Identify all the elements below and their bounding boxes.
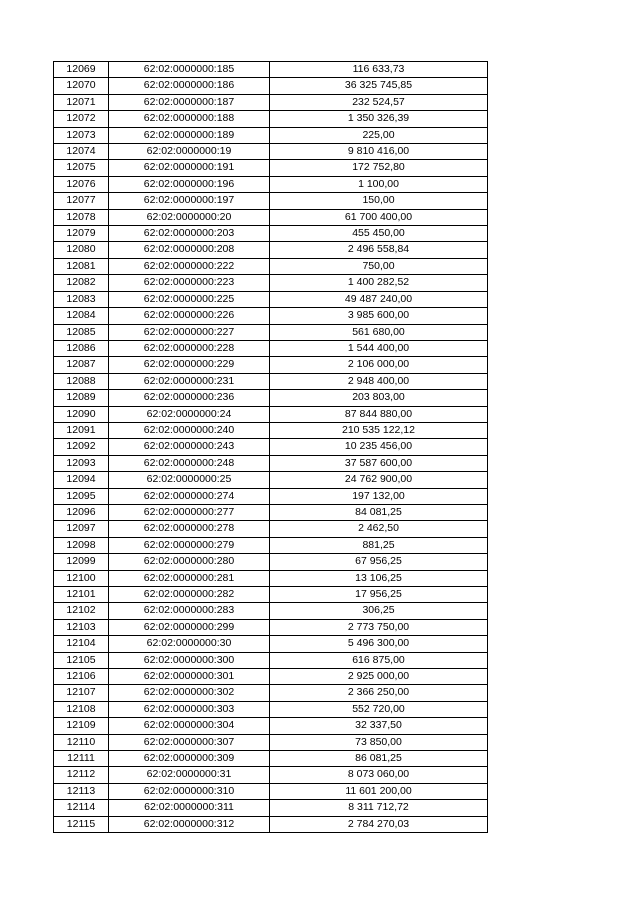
row-number-cell: 12077 — [54, 193, 109, 209]
table-row — [54, 78, 488, 94]
row-number-cell: 12075 — [54, 160, 109, 176]
value-cell: 3 985 600,00 — [270, 308, 488, 324]
cadastral-number-cell: 62:02:0000000:312 — [109, 816, 270, 832]
value-cell: 2 784 270,03 — [270, 816, 488, 832]
row-number-cell: 12105 — [54, 652, 109, 668]
table-row — [54, 783, 488, 799]
table-row — [54, 422, 488, 438]
cadastral-number-cell: 62:02:0000000:24 — [109, 406, 270, 422]
cadastral-number-cell: 62:02:0000000:304 — [109, 718, 270, 734]
row-number-cell: 12087 — [54, 357, 109, 373]
cadastral-number-cell: 62:02:0000000:191 — [109, 160, 270, 176]
cadastral-number-cell: 62:02:0000000:309 — [109, 751, 270, 767]
table-row — [54, 439, 488, 455]
row-number-cell: 12072 — [54, 111, 109, 127]
cadastral-number-cell: 62:02:0000000:188 — [109, 111, 270, 127]
row-number-cell: 12107 — [54, 685, 109, 701]
value-cell: 10 235 456,00 — [270, 439, 488, 455]
value-cell: 86 081,25 — [270, 751, 488, 767]
value-cell: 13 106,25 — [270, 570, 488, 586]
table-row — [54, 521, 488, 537]
cadastral-number-cell: 62:02:0000000:229 — [109, 357, 270, 373]
row-number-cell: 12081 — [54, 258, 109, 274]
cadastral-number-cell: 62:02:0000000:225 — [109, 291, 270, 307]
cadastral-number-cell: 62:02:0000000:196 — [109, 176, 270, 192]
cadastral-number-cell: 62:02:0000000:300 — [109, 652, 270, 668]
row-number-cell: 12088 — [54, 373, 109, 389]
cadastral-number-cell: 62:02:0000000:226 — [109, 308, 270, 324]
table-row — [54, 504, 488, 520]
cadastral-value-table — [53, 61, 488, 833]
row-number-cell: 12086 — [54, 340, 109, 356]
value-cell: 2 462,50 — [270, 521, 488, 537]
value-cell: 881,25 — [270, 537, 488, 553]
value-cell: 2 773 750,00 — [270, 619, 488, 635]
value-cell: 1 544 400,00 — [270, 340, 488, 356]
cadastral-number-cell: 62:02:0000000:240 — [109, 422, 270, 438]
cadastral-number-cell: 62:02:0000000:19 — [109, 144, 270, 160]
row-number-cell: 12106 — [54, 669, 109, 685]
value-cell: 203 803,00 — [270, 390, 488, 406]
table-row — [54, 603, 488, 619]
value-cell: 2 106 000,00 — [270, 357, 488, 373]
table-body — [54, 62, 488, 833]
value-cell: 2 948 400,00 — [270, 373, 488, 389]
value-cell: 17 956,25 — [270, 587, 488, 603]
value-cell: 225,00 — [270, 127, 488, 143]
cadastral-number-cell: 62:02:0000000:311 — [109, 800, 270, 816]
value-cell: 5 496 300,00 — [270, 636, 488, 652]
row-number-cell: 12101 — [54, 587, 109, 603]
table-row — [54, 94, 488, 110]
row-number-cell: 12103 — [54, 619, 109, 635]
cadastral-number-cell: 62:02:0000000:20 — [109, 209, 270, 225]
value-cell: 73 850,00 — [270, 734, 488, 750]
value-cell: 24 762 900,00 — [270, 472, 488, 488]
table-row — [54, 537, 488, 553]
table-row — [54, 111, 488, 127]
table-row — [54, 570, 488, 586]
cadastral-number-cell: 62:02:0000000:30 — [109, 636, 270, 652]
value-cell: 67 956,25 — [270, 554, 488, 570]
cadastral-number-cell: 62:02:0000000:185 — [109, 62, 270, 78]
row-number-cell: 12073 — [54, 127, 109, 143]
table-row — [54, 209, 488, 225]
table-row — [54, 406, 488, 422]
row-number-cell: 12082 — [54, 275, 109, 291]
row-number-cell: 12097 — [54, 521, 109, 537]
row-number-cell: 12112 — [54, 767, 109, 783]
table-row — [54, 554, 488, 570]
value-cell: 172 752,80 — [270, 160, 488, 176]
row-number-cell: 12108 — [54, 701, 109, 717]
cadastral-number-cell: 62:02:0000000:277 — [109, 504, 270, 520]
cadastral-number-cell: 62:02:0000000:282 — [109, 587, 270, 603]
row-number-cell: 12094 — [54, 472, 109, 488]
row-number-cell: 12102 — [54, 603, 109, 619]
value-cell: 61 700 400,00 — [270, 209, 488, 225]
row-number-cell: 12092 — [54, 439, 109, 455]
cadastral-number-cell: 62:02:0000000:187 — [109, 94, 270, 110]
table-row — [54, 275, 488, 291]
cadastral-number-cell: 62:02:0000000:203 — [109, 226, 270, 242]
value-cell: 49 487 240,00 — [270, 291, 488, 307]
row-number-cell: 12079 — [54, 226, 109, 242]
row-number-cell: 12078 — [54, 209, 109, 225]
cadastral-number-cell: 62:02:0000000:303 — [109, 701, 270, 717]
cadastral-number-cell: 62:02:0000000:302 — [109, 685, 270, 701]
value-cell: 455 450,00 — [270, 226, 488, 242]
value-cell: 1 350 326,39 — [270, 111, 488, 127]
cadastral-number-cell: 62:02:0000000:227 — [109, 324, 270, 340]
row-number-cell: 12084 — [54, 308, 109, 324]
table-row — [54, 291, 488, 307]
row-number-cell: 12111 — [54, 751, 109, 767]
cadastral-number-cell: 62:02:0000000:280 — [109, 554, 270, 570]
cadastral-number-cell: 62:02:0000000:236 — [109, 390, 270, 406]
value-cell: 750,00 — [270, 258, 488, 274]
table-row — [54, 242, 488, 258]
cadastral-number-cell: 62:02:0000000:310 — [109, 783, 270, 799]
row-number-cell: 12083 — [54, 291, 109, 307]
row-number-cell: 12093 — [54, 455, 109, 471]
value-cell: 2 925 000,00 — [270, 669, 488, 685]
table-row — [54, 357, 488, 373]
cadastral-number-cell: 62:02:0000000:222 — [109, 258, 270, 274]
value-cell: 1 400 282,52 — [270, 275, 488, 291]
value-cell: 232 524,57 — [270, 94, 488, 110]
row-number-cell: 12109 — [54, 718, 109, 734]
table-row — [54, 144, 488, 160]
row-number-cell: 12099 — [54, 554, 109, 570]
row-number-cell: 12069 — [54, 62, 109, 78]
cadastral-number-cell: 62:02:0000000:307 — [109, 734, 270, 750]
row-number-cell: 12071 — [54, 94, 109, 110]
table-row — [54, 176, 488, 192]
value-cell: 552 720,00 — [270, 701, 488, 717]
table-row — [54, 373, 488, 389]
value-cell: 150,00 — [270, 193, 488, 209]
value-cell: 36 325 745,85 — [270, 78, 488, 94]
cadastral-number-cell: 62:02:0000000:208 — [109, 242, 270, 258]
table-row — [54, 390, 488, 406]
table-row — [54, 718, 488, 734]
value-cell: 87 844 880,00 — [270, 406, 488, 422]
value-cell: 37 587 600,00 — [270, 455, 488, 471]
row-number-cell: 12085 — [54, 324, 109, 340]
row-number-cell: 12114 — [54, 800, 109, 816]
cadastral-number-cell: 62:02:0000000:299 — [109, 619, 270, 635]
cadastral-number-cell: 62:02:0000000:228 — [109, 340, 270, 356]
row-number-cell: 12098 — [54, 537, 109, 553]
cadastral-number-cell: 62:02:0000000:281 — [109, 570, 270, 586]
value-cell: 197 132,00 — [270, 488, 488, 504]
table-row — [54, 652, 488, 668]
table-row — [54, 193, 488, 209]
table-row — [54, 669, 488, 685]
value-cell: 116 633,73 — [270, 62, 488, 78]
cadastral-number-cell: 62:02:0000000:197 — [109, 193, 270, 209]
row-number-cell: 12110 — [54, 734, 109, 750]
table-row — [54, 488, 488, 504]
table-row — [54, 455, 488, 471]
value-cell: 1 100,00 — [270, 176, 488, 192]
row-number-cell: 12115 — [54, 816, 109, 832]
cadastral-number-cell: 62:02:0000000:279 — [109, 537, 270, 553]
table-row — [54, 619, 488, 635]
table-row — [54, 62, 488, 78]
table-row — [54, 800, 488, 816]
value-cell: 8 073 060,00 — [270, 767, 488, 783]
cadastral-number-cell: 62:02:0000000:231 — [109, 373, 270, 389]
table-row — [54, 816, 488, 832]
cadastral-number-cell: 62:02:0000000:283 — [109, 603, 270, 619]
table-row — [54, 701, 488, 717]
value-cell: 9 810 416,00 — [270, 144, 488, 160]
row-number-cell: 12080 — [54, 242, 109, 258]
cadastral-number-cell: 62:02:0000000:223 — [109, 275, 270, 291]
value-cell: 84 081,25 — [270, 504, 488, 520]
table-row — [54, 734, 488, 750]
table-row — [54, 308, 488, 324]
table-row — [54, 258, 488, 274]
cadastral-number-cell: 62:02:0000000:186 — [109, 78, 270, 94]
table-row — [54, 472, 488, 488]
row-number-cell: 12076 — [54, 176, 109, 192]
value-cell: 210 535 122,12 — [270, 422, 488, 438]
row-number-cell: 12070 — [54, 78, 109, 94]
cadastral-number-cell: 62:02:0000000:31 — [109, 767, 270, 783]
value-cell: 8 311 712,72 — [270, 800, 488, 816]
row-number-cell: 12096 — [54, 504, 109, 520]
row-number-cell: 12095 — [54, 488, 109, 504]
cadastral-number-cell: 62:02:0000000:243 — [109, 439, 270, 455]
row-number-cell: 12090 — [54, 406, 109, 422]
value-cell: 561 680,00 — [270, 324, 488, 340]
table-row — [54, 685, 488, 701]
value-cell: 306,25 — [270, 603, 488, 619]
cadastral-number-cell: 62:02:0000000:189 — [109, 127, 270, 143]
row-number-cell: 12091 — [54, 422, 109, 438]
row-number-cell: 12100 — [54, 570, 109, 586]
value-cell: 616 875,00 — [270, 652, 488, 668]
cadastral-number-cell: 62:02:0000000:301 — [109, 669, 270, 685]
table-row — [54, 636, 488, 652]
table-row — [54, 160, 488, 176]
cadastral-number-cell: 62:02:0000000:248 — [109, 455, 270, 471]
cadastral-number-cell: 62:02:0000000:25 — [109, 472, 270, 488]
table-row — [54, 340, 488, 356]
table-row — [54, 767, 488, 783]
table-row — [54, 751, 488, 767]
value-cell: 2 366 250,00 — [270, 685, 488, 701]
table-row — [54, 226, 488, 242]
row-number-cell: 12113 — [54, 783, 109, 799]
table-row — [54, 587, 488, 603]
value-cell: 11 601 200,00 — [270, 783, 488, 799]
value-cell: 32 337,50 — [270, 718, 488, 734]
table-row — [54, 127, 488, 143]
row-number-cell: 12074 — [54, 144, 109, 160]
cadastral-number-cell: 62:02:0000000:274 — [109, 488, 270, 504]
value-cell: 2 496 558,84 — [270, 242, 488, 258]
row-number-cell: 12089 — [54, 390, 109, 406]
table-row — [54, 324, 488, 340]
row-number-cell: 12104 — [54, 636, 109, 652]
cadastral-number-cell: 62:02:0000000:278 — [109, 521, 270, 537]
